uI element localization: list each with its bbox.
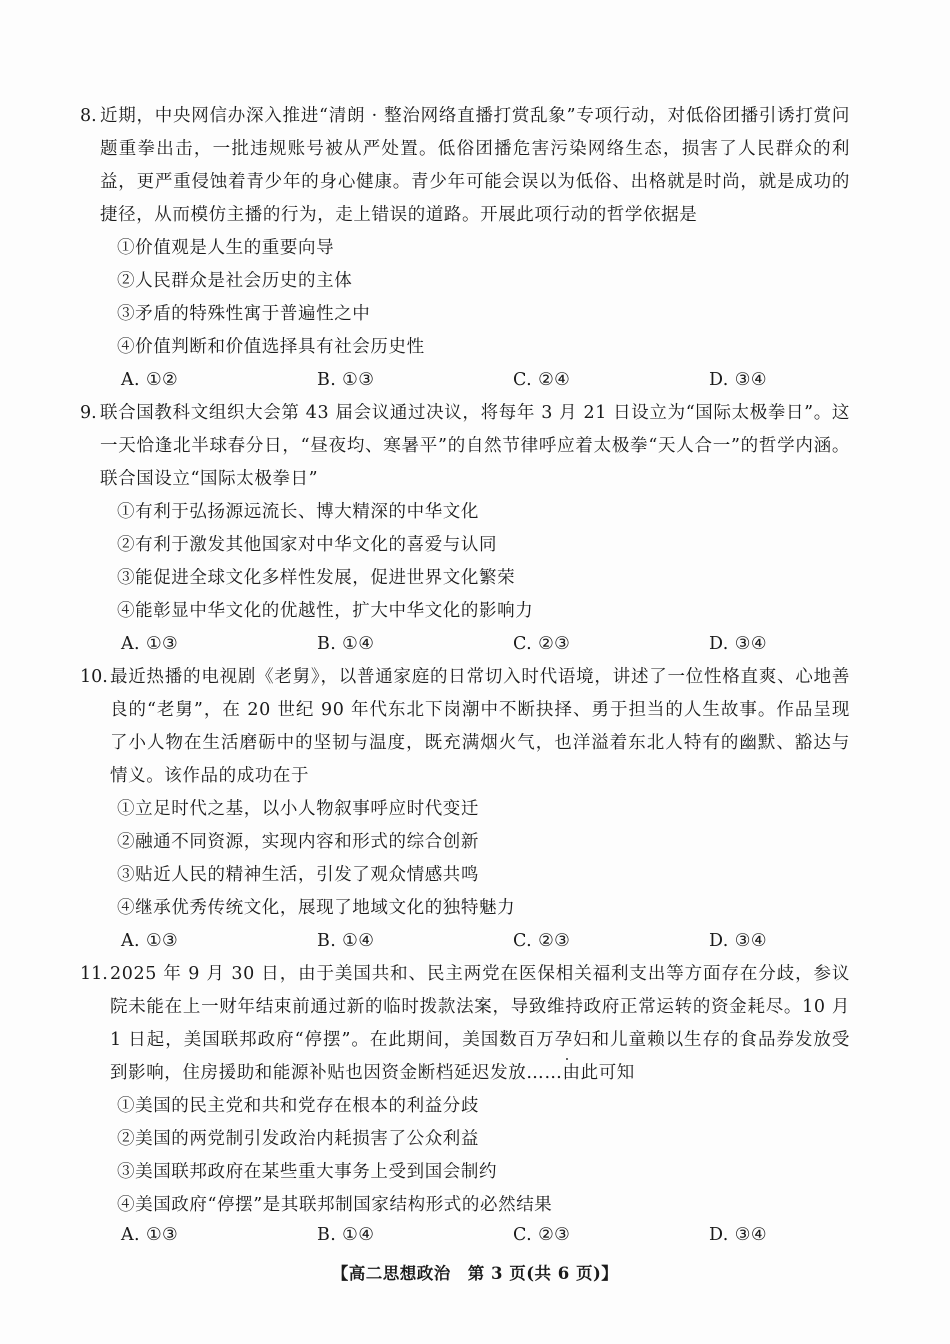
page-footer: 【高二思想政治 第 3 页(共 6 页)】 — [331, 1264, 619, 1283]
question-stem: 最近热播的电视剧《老舅》，以普通家庭的日常切入时代语境，讲述了一位性格直爽、心地善良的“老舅”，在 20 世纪 90 年代东北下岗潮中不断抉择、勇于担当的人生故事。作品呈现了小人物在生活磨砺中的坚韧与温度，既充满烟火气，也洋溢着东北人特有的幽默、豁达与情义。该作品的成功在于 — [110, 667, 850, 786]
question-number: 11. — [80, 964, 108, 984]
option-b[interactable]: B. ①④ — [317, 634, 375, 654]
ink-dot — [566, 1058, 568, 1060]
option-a[interactable]: A. ①③ — [121, 1225, 179, 1245]
option-d[interactable]: D. ③④ — [709, 931, 767, 951]
option-c[interactable]: C. ②③ — [513, 1225, 571, 1245]
statement-4: ④继承优秀传统文化，展现了地域文化的独特魅力 — [117, 898, 516, 918]
statement-3: ③能促进全球文化多样性发展，促进世界文化繁荣 — [117, 568, 516, 588]
statement-4: ④价值判断和价值选择具有社会历史性 — [117, 337, 425, 357]
question-number: 9. — [80, 403, 97, 423]
option-c[interactable]: C. ②④ — [513, 370, 571, 390]
option-a[interactable]: A. ①② — [121, 370, 179, 390]
statement-3: ③美国联邦政府在某些重大事务上受到国会制约 — [117, 1162, 498, 1182]
question-stem: 近期，中央网信办深入推进“清朗 · 整治网络直播打赏乱象”专项行动，对低俗团播引诱打赏问题重拳出击，一批违规账号被从严处置。低俗团播危害污染网络生态，损害了人民群众的利益，更严重侵蚀着青少年的身心健康。青少年可能会误以为低俗、出格就是时尚，就是成功的捷径，从而模仿主播的行为，走上错误的道路。开展此项行动的哲学依据是 — [100, 106, 850, 225]
statement-1: ①价值观是人生的重要向导 — [117, 238, 335, 258]
statement-2: ②人民群众是社会历史的主体 — [117, 271, 353, 291]
statement-1: ①立足时代之基，以小人物叙事呼应时代变迁 — [117, 799, 479, 819]
statement-4: ④美国政府“停摆”是其联邦制国家结构形式的必然结果 — [117, 1195, 553, 1215]
statement-4: ④能彰显中华文化的优越性，扩大中华文化的影响力 — [117, 601, 534, 621]
option-b[interactable]: B. ①③ — [317, 370, 375, 390]
option-b[interactable]: B. ①④ — [317, 931, 375, 951]
option-d[interactable]: D. ③④ — [709, 1225, 767, 1245]
statement-1: ①有利于弘扬源远流长、博大精深的中华文化 — [117, 502, 479, 522]
question-stem: 联合国教科文组织大会第 43 届会议通过决议，将每年 3 月 21 日设立为“国际太极拳日”。这一天恰逢北半球春分日，“昼夜均、寒暑平”的自然节律呼应着太极拳“天人合一”的哲学内涵。联合国设立“国际太极拳日” — [100, 403, 850, 489]
question-number: 8. — [80, 106, 97, 126]
question-stem: 2025 年 9 月 30 日，由于美国共和、民主两党在医保相关福利支出等方面存在分歧，参议院未能在上一财年结束前通过新的临时拨款法案，导致维持政府正常运转的资金耗尽。10 月 1 日起，美国联邦政府“停摆”。在此期间，美国数百万孕妇和儿童赖以生存的食品券发放受到影响，住房援助和能源补贴也因资金断档延迟发放……由此可知 — [110, 964, 850, 1083]
statement-2: ②有利于激发其他国家对中华文化的喜爱与认同 — [117, 535, 498, 555]
statement-3: ③矛盾的特殊性寓于普遍性之中 — [117, 304, 371, 324]
option-d[interactable]: D. ③④ — [709, 634, 767, 654]
option-c[interactable]: C. ②③ — [513, 634, 571, 654]
statement-2: ②融通不同资源，实现内容和形式的综合创新 — [117, 832, 479, 852]
option-d[interactable]: D. ③④ — [709, 370, 767, 390]
option-b[interactable]: B. ①④ — [317, 1225, 375, 1245]
question-number: 10. — [80, 667, 108, 687]
option-a[interactable]: A. ①③ — [121, 931, 179, 951]
statement-1: ①美国的民主党和共和党存在根本的利益分歧 — [117, 1096, 479, 1116]
statement-3: ③贴近人民的精神生活，引发了观众情感共鸣 — [117, 865, 479, 885]
statement-2: ②美国的两党制引发政治内耗损害了公众利益 — [117, 1129, 479, 1149]
option-c[interactable]: C. ②③ — [513, 931, 571, 951]
option-a[interactable]: A. ①③ — [121, 634, 179, 654]
